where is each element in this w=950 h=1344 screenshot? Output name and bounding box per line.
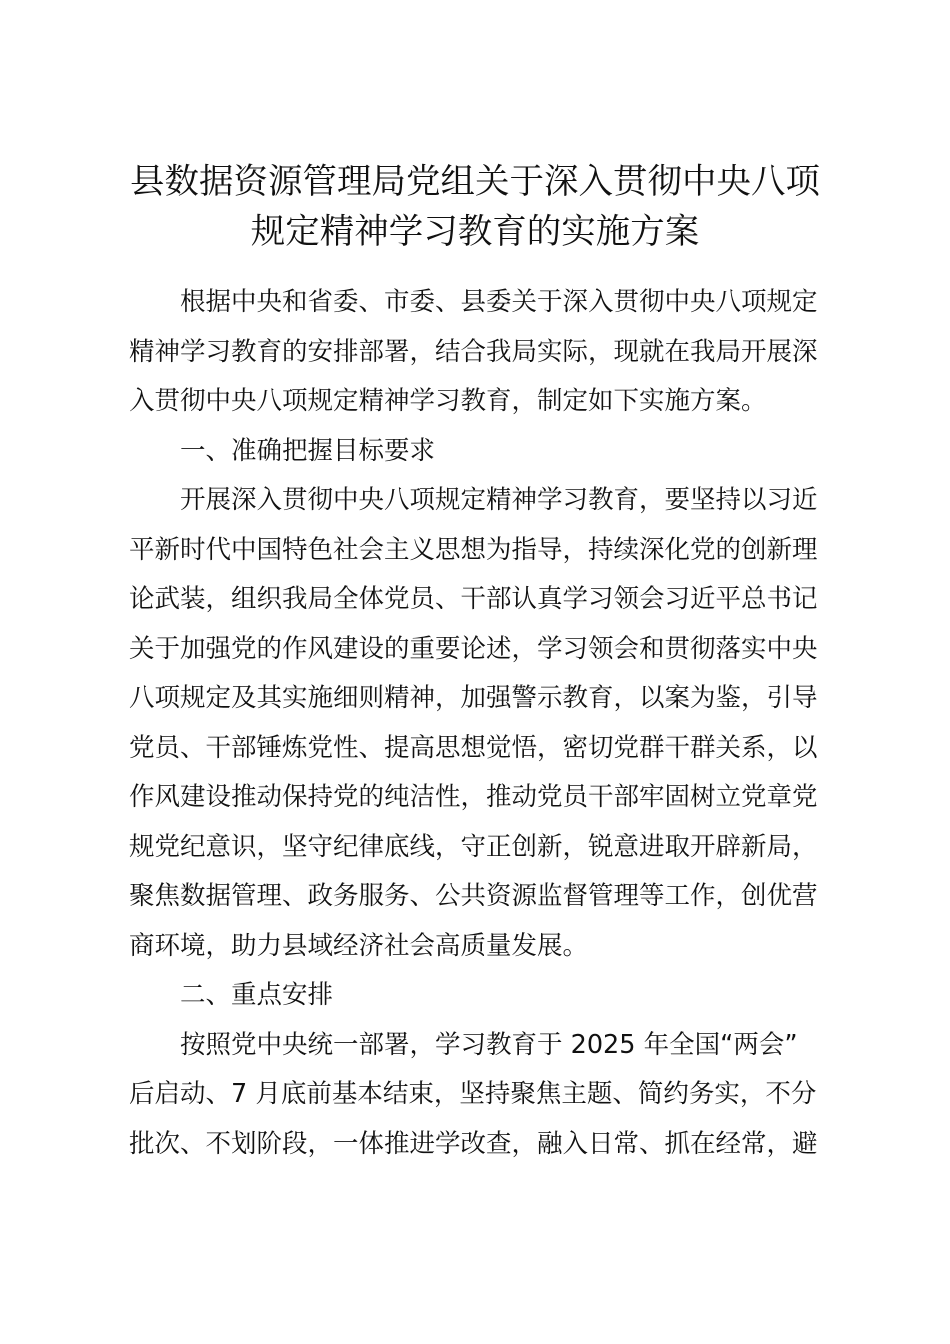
section-1-line: 作风建设推动保持党的纯洁性，推动党员干部牢固树立党章党: [129, 782, 818, 812]
section-1-line: 聚焦数据管理、政务服务、公共资源监督管理等工作，创优营: [129, 881, 818, 911]
document-body: [129, 278, 831, 1169]
section-1-line: 论武装，组织我局全体党员、干部认真学习领会习近平总书记: [129, 584, 818, 614]
section-1-heading: 一、准确把握目标要求: [180, 435, 436, 466]
section-2-line: 批次、不划阶段，一体推进学改查，融入日常、抓在经常，避: [129, 1128, 818, 1159]
section-2-line: 按照党中央统一部署，学习教育于 2025 年全国“两会”: [180, 1029, 798, 1060]
document-title-line-1: 县数据资源管理局党组关于深入贯彻中央八项: [130, 162, 820, 202]
section-1-line: 关于加强党的作风建设的重要论述，学习领会和贯彻落实中央: [129, 633, 818, 664]
intro-line: 入贯彻中央八项规定精神学习教育，制定如下实施方案。: [129, 386, 767, 416]
section-1-line: 平新时代中国特色社会主义思想为指导，持续深化党的创新理: [129, 534, 818, 565]
section-1-line: 党员、干部锤炼党性、提高思想觉悟，密切党群干群关系，以: [129, 732, 818, 763]
section-1-line: 规党纪意识，坚守纪律底线，守正创新，锐意进取开辟新局，: [129, 831, 818, 862]
intro-line: 根据中央和省委、市委、县委关于深入贯彻中央八项规定: [180, 287, 818, 317]
document-title-line-2: 规定精神学习教育的实施方案: [250, 212, 700, 252]
section-2-heading: 二、重点安排: [180, 980, 334, 1010]
section-1-line: 商环境，助力县域经济社会高质量发展。: [129, 930, 589, 961]
section-2-line: 后启动、7 月底前基本结束，坚持聚焦主题、简约务实，不分: [129, 1079, 817, 1109]
section-1-line: 开展深入贯彻中央八项规定精神学习教育，要坚持以习近: [180, 485, 818, 515]
intro-line: 精神学习教育的安排部署，结合我局实际，现就在我局开展深: [129, 336, 818, 367]
section-1-line: 八项规定及其实施细则精神，加强警示教育，以案为鉴，引导: [129, 683, 818, 713]
